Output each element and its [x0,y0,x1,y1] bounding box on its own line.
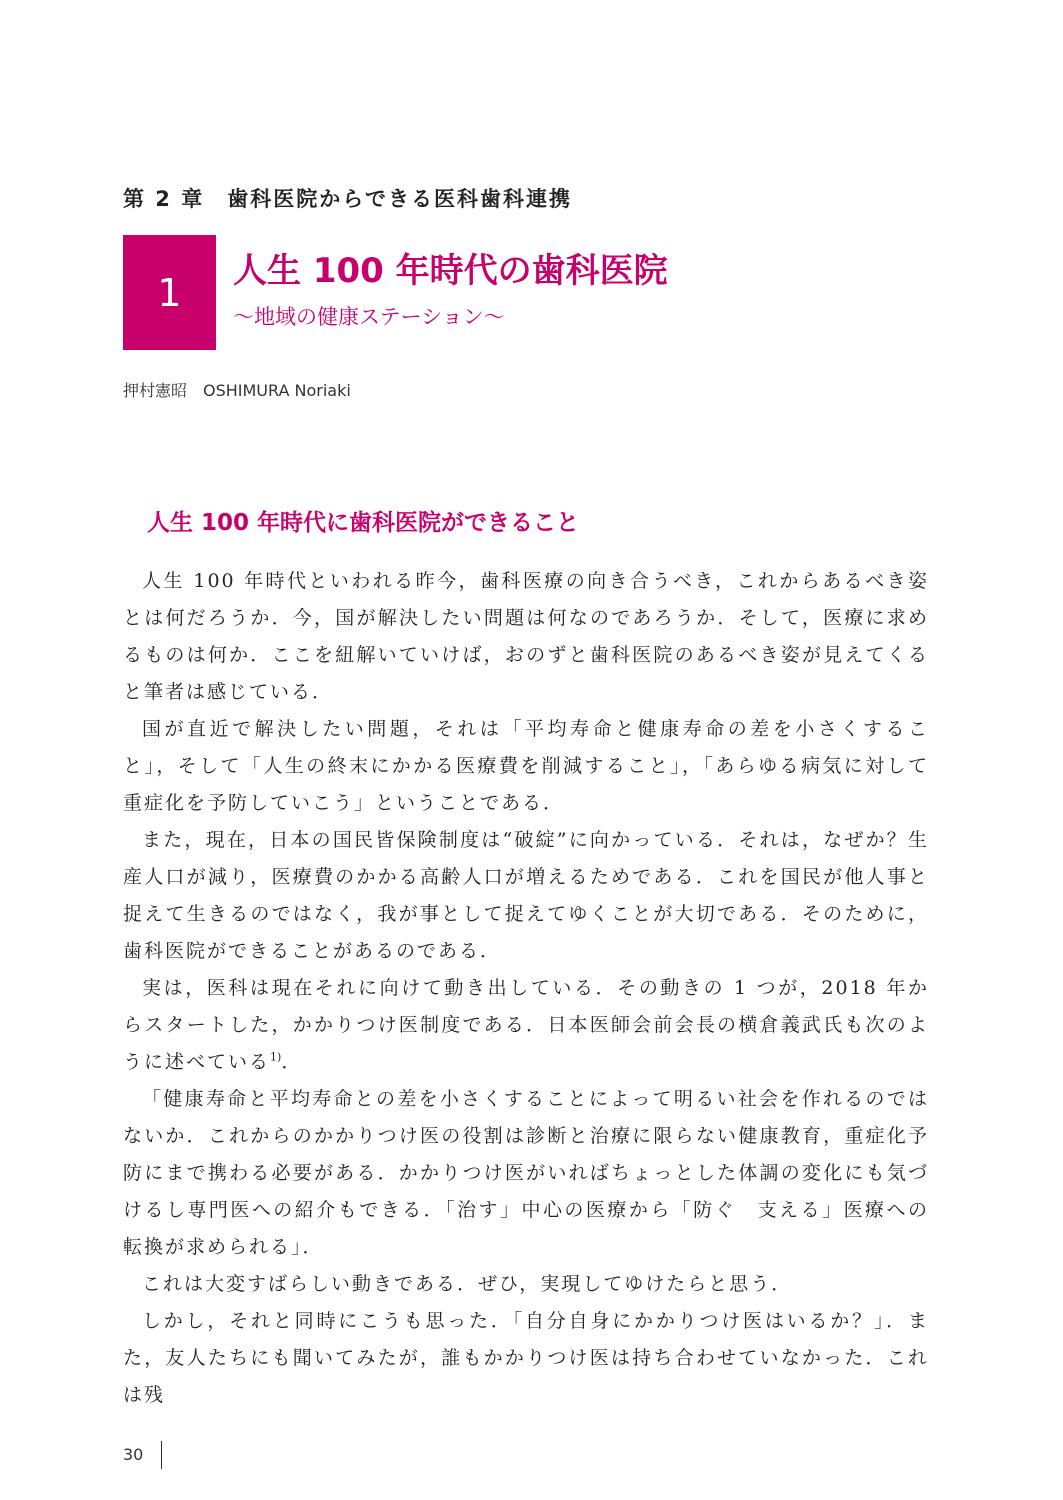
reference-marker: 1) [270,1050,282,1064]
paragraph: 人生 100 年時代といわれる昨今，歯科医療の向き合うべき，これからあるべき姿とは何だろうか．今，国が解決したい問題は何なのであろうか．そして，医療に求めるものは何か．ここを紐解いていけば，おのずと歯科医院のあるべき姿が見えてくると筆者は感じている． [123,570,929,703]
article-title: 人生 100 年時代の歯科医院 [233,251,668,291]
paragraph-end: ． [281,1051,303,1073]
chapter-heading: 第 2 章 歯科医院からできる医科歯科連携 [123,187,573,211]
article-number: 1 [157,270,182,315]
paragraph-text: 実は，医科は現在それに向けて動き出している．その動きの 1 つが，2018 年からスタートした，かかりつけ医制度である．日本医師会前会長の横倉義武氏も次のように述べている [123,977,929,1073]
article-number-box [123,235,216,350]
section-heading: 人生 100 年時代に歯科医院ができること [147,510,580,536]
page-number: 30 [123,1445,144,1464]
article-subtitle: 〜地域の健康ステーション〜 [233,305,505,329]
body-text [123,563,929,1414]
paragraph: しかし，それと同時にこうも思った．「自分自身にかかりつけ医はいるか？」．また，友人たちにも聞いてみたが，誰もかかりつけ医は持ち合わせていなかった．これは残 [123,1310,929,1406]
page-number-divider [161,1441,162,1469]
author-name: 押村憲昭 OSHIMURA Noriaki [123,381,351,400]
paragraph [123,970,929,1081]
paragraph: これは大変すばらしい動きである．ぜひ，実現してゆけたらと思う． [142,1273,793,1295]
paragraph: 国が直近で解決したい問題，それは「平均寿命と健康寿命の差を小さくすること」，そして「人生の終末にかかる医療費を削減すること」，「あらゆる病気に対して重症化を予防していこう」ということである． [123,718,929,814]
paragraph: また，現在，日本の国民皆保険制度は“破綻”に向かっている．それは，なぜか？生産人口が減り，医療費のかかる高齢人口が増えるためである．これを国民が他人事と捉えて生きるのではなく，我が事として捉えてゆくことが大切である．そのために，歯科医院ができることがあるのである． [123,829,929,962]
quote-paragraph: 「健康寿命と平均寿命との差を小さくすることによって明るい社会を作れるのではないか．これからのかかりつけ医の役割は診断と治療に限らない健康教育，重症化予防にまで携わる必要がある．かかりつけ医がいればちょっとした体調の変化にも気づけるし専門医への紹介もできる．「治す」中心の医療から「防ぐ 支える」医療への転換が求められる」． [123,1088,929,1258]
